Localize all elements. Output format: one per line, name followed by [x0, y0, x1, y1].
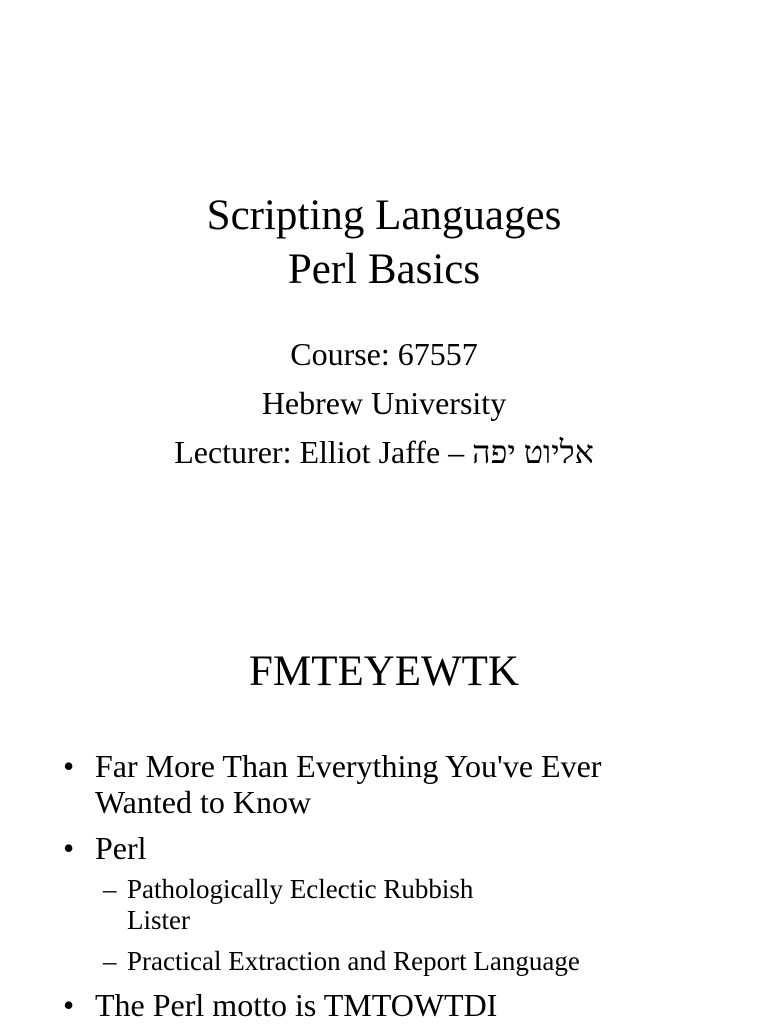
sub-bullet-text-line: Pathologically Eclectic Rubbish [127, 874, 474, 904]
university-name: Hebrew University [261, 385, 507, 421]
dash-icon: – [103, 874, 117, 904]
bullet-item-perl [0, 830, 768, 977]
lecturer-line [0, 428, 768, 477]
bullet-dot-icon: • [63, 748, 75, 784]
slide-heading: FMTEYEWTK [249, 648, 519, 695]
bullet-text-line: Wanted to Know [95, 784, 312, 820]
bullet-item-motto [0, 987, 768, 1023]
slide-fmteyewtk [0, 590, 768, 1024]
presentation-title [0, 189, 768, 297]
bullet-dot-icon: • [63, 830, 75, 866]
lecturer-name: Lecturer: Elliot Jaffe – [174, 434, 473, 470]
lecturer-hebrew-name: אליוט יפה [472, 434, 594, 470]
course-info [0, 330, 768, 477]
bullet-text-line: Perl [95, 830, 147, 866]
bullet-dot-icon: • [63, 987, 75, 1023]
sub-bullet-item [0, 946, 768, 977]
sub-bullet-text-line: Practical Extraction and Report Language [127, 946, 580, 976]
course-number: Course: 67557 [290, 336, 478, 372]
dash-icon: – [103, 946, 117, 976]
bullet-list [0, 748, 768, 1033]
title-line-1: Scripting Languages [206, 192, 562, 239]
bullet-item-fmteyewtk [0, 748, 768, 820]
sub-bullet-list [0, 874, 768, 977]
bullet-text-line: Far More Than Everything You've Ever [95, 748, 602, 784]
title-line-2: Perl Basics [287, 246, 481, 293]
bullet-text-line: The Perl motto is TMTOWTDI [95, 987, 498, 1023]
sub-bullet-item [0, 874, 768, 936]
sub-bullet-text-line: Lister [127, 905, 190, 935]
